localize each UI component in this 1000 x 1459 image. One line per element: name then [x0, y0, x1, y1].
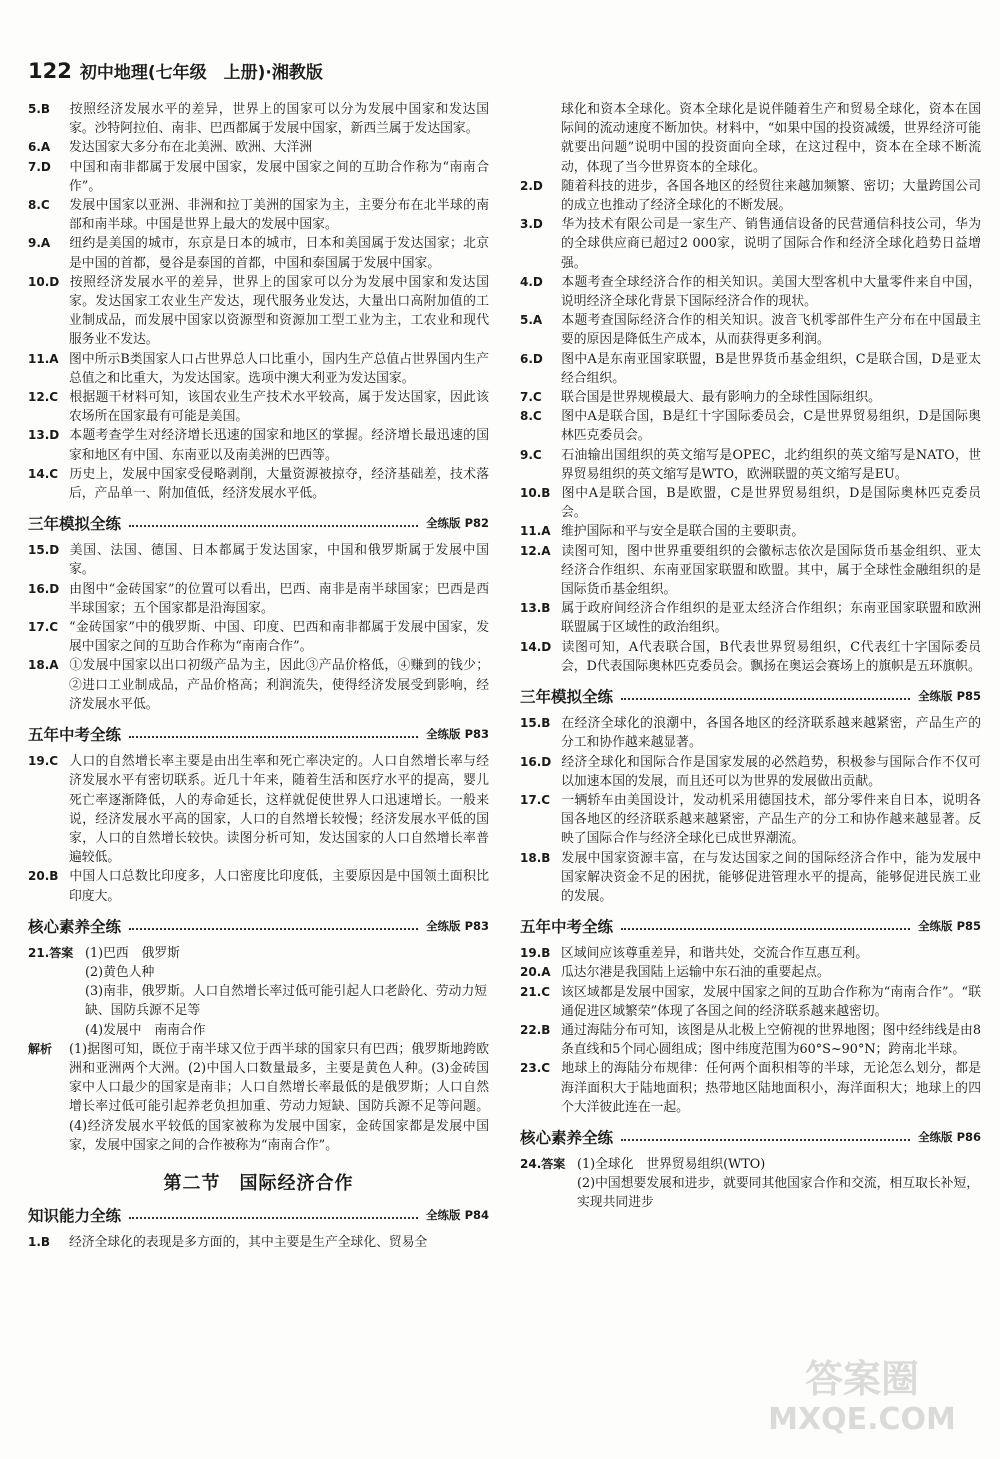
section-heading	[520, 1123, 981, 1151]
answer-21	[28, 944, 489, 1155]
answer-explanation: 中国和南非都属于发展中国家，发展中国家之间的互助合作称为“南南合作”。	[69, 159, 489, 194]
answer-explanation: 一辆轿车由美国设计，发动机采用德国技术，部分零件来自日本，说明各国各地区的经济联系越来越紧密，产品生产的分工和协作越来越显著。反映了国际合作与经济全球化已成世界潮流。	[561, 792, 981, 847]
section-heading	[28, 912, 489, 940]
answer-number: 12.A	[520, 543, 551, 558]
watermark-logo	[742, 1347, 982, 1437]
answer-item	[520, 215, 981, 273]
answer-number: 13.D	[28, 428, 60, 443]
answer-explanation: 按照经济发展水平的差异，世界上的国家可以分为发展中国家和发达国家。沙特阿拉伯、南非、巴西都属于发展中国家，新西兰属于发达国家。	[69, 102, 489, 137]
answer-item	[28, 580, 489, 618]
answer-number: 3.D	[520, 217, 543, 232]
page-number: 122	[28, 59, 72, 83]
section-heading	[520, 912, 981, 940]
answer-explanation: 联合国是世界规模最大、最有影响力的全球性国际组织。	[561, 390, 881, 406]
answer-number: 19.B	[520, 946, 551, 961]
analysis-paragraph	[28, 1040, 489, 1155]
answer-item	[28, 350, 489, 388]
answer-number: 22.B	[520, 1022, 551, 1037]
answer-item	[28, 1233, 489, 1252]
answer-number: 17.C	[28, 620, 59, 635]
answer-item	[520, 714, 981, 752]
answer-number: 4.D	[520, 274, 543, 289]
answer-item	[520, 177, 981, 215]
section-divider	[621, 928, 910, 930]
answer-line: (4)发展中 南南合作	[85, 1022, 206, 1038]
section-heading	[28, 720, 489, 748]
left-answers-block-3	[28, 752, 489, 906]
answer-explanation: 历史上，发展中国家受侵略剥削，大量资源被掠夺，经济基础差，技术落后，产品单一、附加值低，经济发展水平低。	[69, 466, 489, 502]
answer-number: 9.C	[520, 447, 542, 462]
answer-item	[520, 1021, 981, 1059]
section-page-ref: 全练版 P83	[426, 918, 489, 933]
answer-number: 21.C	[520, 984, 551, 999]
answer-item	[520, 350, 981, 388]
section-page-ref: 全练版 P85	[918, 689, 981, 704]
answer-item	[520, 791, 981, 849]
analysis-text: (1)据图可知，既位于南半球又位于西半球的国家只有巴西；俄罗斯地跨欧洲和亚洲两个大洲。(2)中国人口数量最多，主要是黄色人种。(3)金砖国家中人口最少的国家是南非；人口自然增长率最低的是俄罗斯；人口自然增长率过低可能引起养老负担加重、劳动力短缺、国防兵源不足等问题。(4)经济发展水平较低的国家被称为发展中国家，金砖国家都是发展中国家，发展中国家之间的合作被称为“南南合作”。	[69, 1041, 489, 1153]
answer-explanation: 石油输出国组织的英文缩写是OPEC，北约组织的英文缩写是NATO，世界贸易组织的英文缩写是WTO，欧洲联盟的英文缩写是EU。	[561, 447, 981, 482]
answer-number: 7.D	[28, 159, 51, 174]
answer-number: 5.A	[520, 313, 543, 328]
answer-number: 14.C	[28, 466, 59, 481]
answer-item	[28, 388, 489, 426]
answer-number: 16.D	[520, 754, 552, 769]
section-divider	[621, 1139, 910, 1141]
answer-explanation: ①发展中国家以出口初级产品为主，因此③产品价格低，④赚到的钱少；②进口工业制成品，产品价格高；利润流失，使得经济发展受到影响，经济发展水平低。	[69, 658, 489, 712]
answer-line: (2)黄色人种	[85, 964, 155, 980]
answer-explanation: 本题考查全球经济合作的相关知识。美国大型客机中大量零件来自中国，说明经济全球化背景下国际经济合作的现状。	[561, 274, 981, 310]
answer-explanation: 在经济全球化的浪潮中，各国各地区的经济联系越来越紧密，产品生产的分工和协作越来越显著。	[561, 716, 981, 751]
left-answers-block-2	[28, 541, 489, 714]
answer-explanation: 发达国家大多分布在北美洲、欧洲、大洋洲	[69, 140, 313, 156]
answer-item	[520, 638, 981, 676]
section-heading	[28, 509, 489, 537]
answer-24	[520, 1155, 981, 1213]
answer-line: (2)中国想要发展和进步，就要同其他国家合作和交流，相互取长补短，实现共同进步	[577, 1176, 980, 1211]
answer-explanation: 根据题干材料可知，该国农业生产技术水平较高，属于发达国家，因此该农场所在国家最有可能是美国。	[69, 390, 489, 425]
answer-number: 8.C	[28, 198, 50, 213]
answer-number: 15.B	[520, 716, 551, 731]
answer-text: (1)全球化 世界贸易组织(WTO)	[577, 1156, 766, 1172]
section-title: 核心素养全练	[520, 1128, 614, 1147]
answer-line: (3)南非，俄罗斯。人口自然增长率过低可能引起人口老龄化、劳动力短缺、国防兵源不足等	[85, 984, 488, 1019]
watermark-bottom-text: MXQE.COM	[768, 1402, 956, 1437]
answer-explanation: 美国、法国、德国、日本都属于发达国家，中国和俄罗斯属于发展中国家。	[69, 543, 489, 578]
answer-item	[520, 484, 981, 522]
answer-number: 7.C	[520, 390, 542, 405]
answer-explanation: 发展中国家以亚洲、非洲和拉丁美洲的国家为主，主要分布在北半球的南部和南半球。中国是世界上最大的发展中国家。	[69, 198, 489, 233]
answer-item	[520, 522, 981, 541]
answer-explanation: 读图可知，A代表联合国，B代表世界贸易组织，C代表红十字国际委员会，D代表国际奥林匹克委员会。飘扬在奥运会赛场上的旗帜是五环旗帜。	[561, 639, 981, 674]
answer-number: 15.D	[28, 543, 60, 558]
answer-explanation: 图中A是联合国，B是欧盟，C是世界贸易组织，D是国际奥林匹克委员会。	[561, 486, 981, 521]
answer-number: 11.A	[520, 524, 551, 539]
answer-number: 2.D	[520, 178, 543, 193]
answer-item	[520, 273, 981, 311]
answer-label: 24.答案	[520, 1156, 566, 1171]
answer-explanation: 图中A是东南亚国家联盟，B是世界货币基金组织，C是联合国，D是亚太经合组织。	[561, 351, 981, 386]
answer-item	[28, 465, 489, 503]
answer-item	[520, 599, 981, 637]
answer-explanation: 本题考查国际经济合作的相关知识。波音飞机零部件生产分布在中国最主要的原因是降低生产成本，从而获得更多利润。	[561, 313, 981, 348]
answer-explanation: 通过海陆分布可知，该图是从北极上空俯视的世界地图；图中经纬线是由8条直线和5个同心圆组成；图中纬度范围为60°S~90°N；跨南北半球。	[561, 1022, 981, 1058]
answer-first-line	[520, 1155, 981, 1174]
section-heading	[520, 682, 981, 710]
answer-number: 17.C	[520, 792, 551, 807]
answer-label: 21.答案	[28, 945, 74, 960]
section-divider	[129, 928, 418, 930]
answer-item	[28, 273, 489, 350]
answer-explanation: “金砖国家”中的俄罗斯、中国、印度、巴西和南非都属于发展中国家，发展中国家之间的互助合作称为“南南合作”。	[69, 620, 489, 655]
answer-item	[520, 388, 981, 407]
section-divider	[129, 525, 418, 527]
answer-explanation: 中国人口总数比印度多，人口密度比印度低，主要原因是中国领土面积比印度大。	[69, 869, 489, 904]
section-page-ref: 全练版 P85	[918, 919, 981, 934]
section-title: 知识能力全练	[28, 1206, 122, 1225]
answer-explanation: 经济全球化和国际合作是国家发展的必然趋势，积极参与国际合作不仅可以加速本国的发展，而且还可以为世界的发展做出贡献。	[561, 754, 981, 789]
answer-explanation: 按照经济发展水平的差异，世界上的国家可以分为发展中国家和发达国家。发达国家工农业生产发达，现代服务业发达，大量出口高附加值的工业制成品，而发展中国家以资源型和资源加工型工业为主，工农业和现代服务业不发达。	[69, 274, 489, 348]
section-title: 核心素养全练	[28, 917, 122, 936]
section-divider	[129, 1217, 418, 1219]
answer-item	[28, 752, 489, 867]
answer-explanation: 维护国际和平与安全是联合国的主要职责。	[561, 524, 805, 540]
answer-item	[520, 849, 981, 907]
section-title: 五年中考全练	[520, 918, 614, 937]
answer-explanation: 属于政府间经济合作组织的是亚太经济合作组织；东南亚国家联盟和欧洲联盟属于区域性的政治组织。	[561, 601, 981, 636]
section-title: 五年中考全练	[28, 726, 122, 745]
answer-explanation: 区域间应该尊重差异，和谐共处，交流合作互惠互利。	[561, 946, 869, 962]
answer-explanation: 发展中国家资源丰富，在与发达国家之间的国际经济合作中，能为发展中国家解决资金不足的困扰，能够促进管理水平的提高，能够促进民族工业的发展。	[561, 850, 981, 904]
answer-explanation: 随着科技的进步，各国各地区的经贸往来越加频繁、密切；大量跨国公司的成立也推动了经济全球化的不断发展。	[561, 178, 981, 214]
answer-number: 8.C	[520, 409, 542, 424]
answer-item	[28, 656, 489, 714]
answer-item	[520, 446, 981, 484]
section-page-ref: 全练版 P84	[426, 1207, 489, 1222]
continued-paragraph: 球化和资本全球化。资本全球化是说伴随着生产和贸易全球化，资本在国际间的流动速度不断加快。材料中，“如果中国的投资减缓，世界经济可能就要出问题”说明中国的投资面向全球，在这过程中，资本在全球不断流动，体现了当今世界资本的全球化。	[561, 102, 981, 175]
answer-number: 11.A	[28, 351, 59, 366]
answer-first-line	[28, 944, 489, 963]
answer-number: 18.A	[28, 658, 59, 673]
answer-explanation: 图中所示B类国家人口占世界总人口比重小，国内生产总值占世界国内生产总值之和比重大，为发达国家。选项中澳大利亚为发达国家。	[69, 351, 489, 386]
answer-number: 13.B	[520, 601, 551, 616]
answer-item	[28, 618, 489, 656]
answer-explanation: 该区域都是发展中国家，发展中国家之间的互助合作称为“南南合作”。“联通促进区域繁荣”体现了各国之间的经济联系越来越密切。	[561, 984, 981, 1019]
answer-item	[520, 983, 981, 1021]
left-answers-block-4	[28, 1233, 489, 1252]
answer-item	[28, 138, 489, 157]
answer-number: 19.C	[28, 754, 59, 769]
right-answers-block-3	[520, 944, 981, 1117]
answer-explanation: 经济全球化的表现是多方面的，其中主要是生产全球化、贸易全	[69, 1234, 428, 1250]
answer-number: 9.A	[28, 236, 51, 251]
answer-explanation: 图中A是联合国，B是红十字国际委员会，C是世界贸易组织，D是国际奥林匹克委员会。	[561, 409, 981, 444]
answer-item	[28, 196, 489, 234]
answer-item	[28, 234, 489, 272]
left-column	[28, 100, 489, 1252]
chapter-title: 第二节 国际经济合作	[163, 1172, 354, 1194]
answer-explanation: 本题考查学生对经济增长迅速的国家和地区的掌握。经济增长最迅速的国家和地区有中国、东南亚以及南美洲的巴西等。	[69, 428, 489, 463]
answer-number: 5.B	[28, 102, 51, 116]
answer-number: 6.A	[28, 140, 51, 155]
answer-item	[28, 158, 489, 196]
answer-number: 12.C	[28, 390, 59, 405]
answer-explanation: 华为技术有限公司是一家生产、销售通信设备的民营通信科技公司，华为的全球供应商已超过2 000家，说明了国际合作和经济全球化趋势日益增强。	[561, 217, 981, 271]
answer-explanation: 瓜达尔港是我国陆上运输中东石油的重要起点。	[561, 965, 830, 981]
section-page-ref: 全练版 P86	[918, 1129, 981, 1144]
answer-number: 1.B	[28, 1234, 51, 1249]
answer-item	[520, 1059, 981, 1117]
answer-item	[28, 426, 489, 464]
book-title: 初中地理(七年级 上册)·湘教版	[79, 63, 323, 83]
answer-text: (1)巴西 俄罗斯	[85, 945, 180, 961]
analysis-label: 解析	[28, 1041, 53, 1056]
answer-number: 10.B	[520, 486, 551, 501]
right-column	[520, 100, 981, 1213]
answer-item	[28, 541, 489, 579]
page-header	[28, 58, 498, 84]
left-answers-block-1	[28, 100, 489, 503]
answer-number: 6.D	[520, 351, 543, 366]
answer-number: 18.B	[520, 850, 551, 865]
section-heading	[28, 1201, 489, 1229]
section-divider	[621, 698, 910, 700]
section-page-ref: 全练版 P83	[426, 727, 489, 742]
right-answers-block-2	[520, 714, 981, 906]
answer-item	[520, 311, 981, 349]
answer-item	[28, 100, 489, 138]
right-answers-block-1	[520, 177, 981, 676]
section-page-ref: 全练版 P82	[426, 516, 489, 531]
answer-number: 14.D	[520, 639, 552, 654]
answer-item	[520, 963, 981, 982]
answer-item	[520, 542, 981, 600]
answer-number: 16.D	[28, 581, 60, 596]
answer-item	[520, 407, 981, 445]
answer-number: 10.D	[28, 274, 60, 289]
answer-item	[520, 944, 981, 963]
section-title: 三年模拟全练	[520, 688, 614, 707]
answer-number: 20.A	[520, 965, 551, 980]
answer-number: 23.C	[520, 1061, 551, 1076]
answer-explanation: 纽约是美国的城市，东京是日本的城市，日本和美国属于发达国家；北京是中国的首都，曼谷是泰国的首都，中国和泰国属于发展中国家。	[69, 236, 489, 271]
answer-explanation: 读图可知，图中世界重要组织的会徽标志依次是国际货币基金组织、亚太经济合作组织、东南亚国家联盟和欧盟。其中，属于全球性金融组织的是国际货币基金组织。	[561, 543, 981, 598]
section-divider	[129, 736, 418, 738]
answer-item	[520, 753, 981, 791]
answer-explanation: 地球上的海陆分布规律：任何两个面积相等的半球，无论怎么划分，都是海洋面积大于陆地面积；热带地区陆地面积小，海洋面积大；地球上的四个大洋彼此连在一起。	[561, 1061, 981, 1115]
answer-explanation: 由图中“金砖国家”的位置可以看出，巴西、南非是南半球国家；巴西是西半球国家；五个国家都是沿海国家。	[69, 581, 489, 616]
watermark-top-text: 答案圈	[804, 1357, 920, 1401]
section-title: 三年模拟全练	[28, 515, 122, 534]
answer-explanation: 人口的自然增长率主要是由出生率和死亡率决定的。人口自然增长率与经济发展水平有密切联系。近几十年来，随着生活和医疗水平的提高，婴儿死亡率逐渐降低，人的寿命延长，这样就促使世界人口迅速增长。一般来说，经济发展水平高的国家，人口的自然增长较慢；经济发展水平低的国家，人口的自然增长较快。读图分析可知，发达国家的人口自然增长率普遍较低。	[69, 754, 489, 866]
answer-number: 20.B	[28, 869, 59, 884]
answer-item	[28, 867, 489, 905]
